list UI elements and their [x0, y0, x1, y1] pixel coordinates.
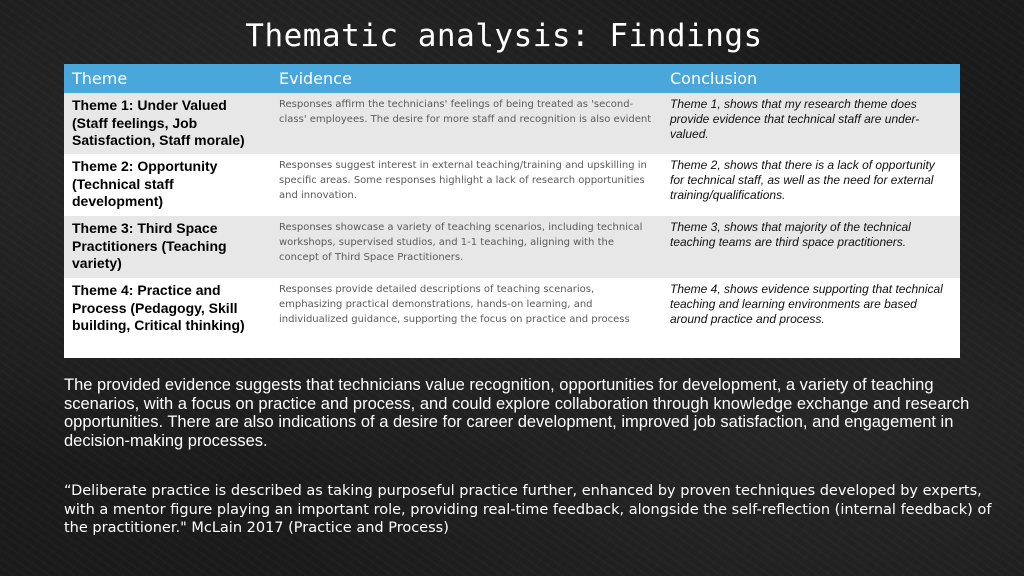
conclusion-cell [662, 216, 960, 278]
evidence-cell [271, 93, 662, 154]
header-conclusion: Conclusion [662, 64, 960, 93]
conclusion-text: Theme 2, shows that there is a lack of opportunity for technical staff, as well as the need for external training/qualifications. [670, 158, 935, 202]
theme-text: Theme 3: Third Space Practitioners (Teaching variety) [72, 220, 227, 271]
theme-cell [64, 216, 271, 278]
conclusion-cell [662, 278, 960, 354]
evidence-cell [271, 216, 662, 278]
theme-cell [64, 278, 271, 354]
theme-text: Theme 4: Practice and Process (Pedagogy, Skill building, Critical thinking) [72, 282, 245, 333]
theme-text: Theme 1: Under Valued (Staff feelings, Job Satisfaction, Staff morale) [72, 97, 245, 148]
evidence-text: Responses provide detailed descriptions of teaching scenarios, emphasizing practical demonstrations, hands-on learning, and individualized guidance, supporting the focus on practice and process [279, 284, 630, 325]
table-row [64, 216, 960, 278]
table-row [64, 154, 960, 216]
conclusion-cell [662, 93, 960, 154]
evidence-text: Responses suggest interest in external teaching/training and upskilling in specific areas. Some responses highlight a lack of research opportunities and innovation. [279, 160, 647, 201]
theme-cell [64, 93, 271, 154]
evidence-text: Responses affirm the technicians' feelings of being treated as 'second-class' employees. The desire for more staff and recognition is also evident [279, 99, 652, 125]
theme-text: Theme 2: Opportunity (Technical staff development) [72, 158, 218, 209]
conclusion-cell [662, 154, 960, 216]
findings-table [64, 64, 960, 358]
table-header-row [64, 64, 960, 93]
table-row [64, 278, 960, 354]
evidence-cell [271, 278, 662, 354]
slide-title: Thematic analysis: Findings [245, 18, 763, 54]
header-evidence: Evidence [271, 64, 662, 93]
quote-paragraph: “Deliberate practice is described as taking purposeful practice further, enhanced by proven techniques developed by experts, with a mentor figure playing an important role, providing real-time feedback, alongside the self-reflection (internal feedback) of the practitioner." McLain 2017 (Practice and Process) [64, 483, 992, 536]
summary-paragraph: The provided evidence suggests that technicians value recognition, opportunities for development, a variety of teaching scenarios, with a focus on practice and process, and could explore collaboration through knowledge exchange and research opportunities. There are also indications of a desire for career development, improved job satisfaction, and engagement in decision-making processes. [64, 376, 970, 450]
evidence-cell [271, 154, 662, 216]
conclusion-text: Theme 3, shows that majority of the technical teaching teams are third space practitioners. [670, 220, 911, 249]
header-theme: Theme [64, 64, 271, 93]
theme-cell [64, 154, 271, 216]
evidence-text: Responses showcase a variety of teaching scenarios, including technical workshops, supervised studios, and 1-1 teaching, aligning with the concept of Third Space Practitioners. [279, 222, 643, 263]
table-row [64, 93, 960, 154]
conclusion-text: Theme 4, shows evidence supporting that technical teaching and learning environments are based around practice and process. [670, 282, 943, 326]
conclusion-text: Theme 1, shows that my research theme does provide evidence that technical staff are under-valued. [670, 97, 920, 141]
